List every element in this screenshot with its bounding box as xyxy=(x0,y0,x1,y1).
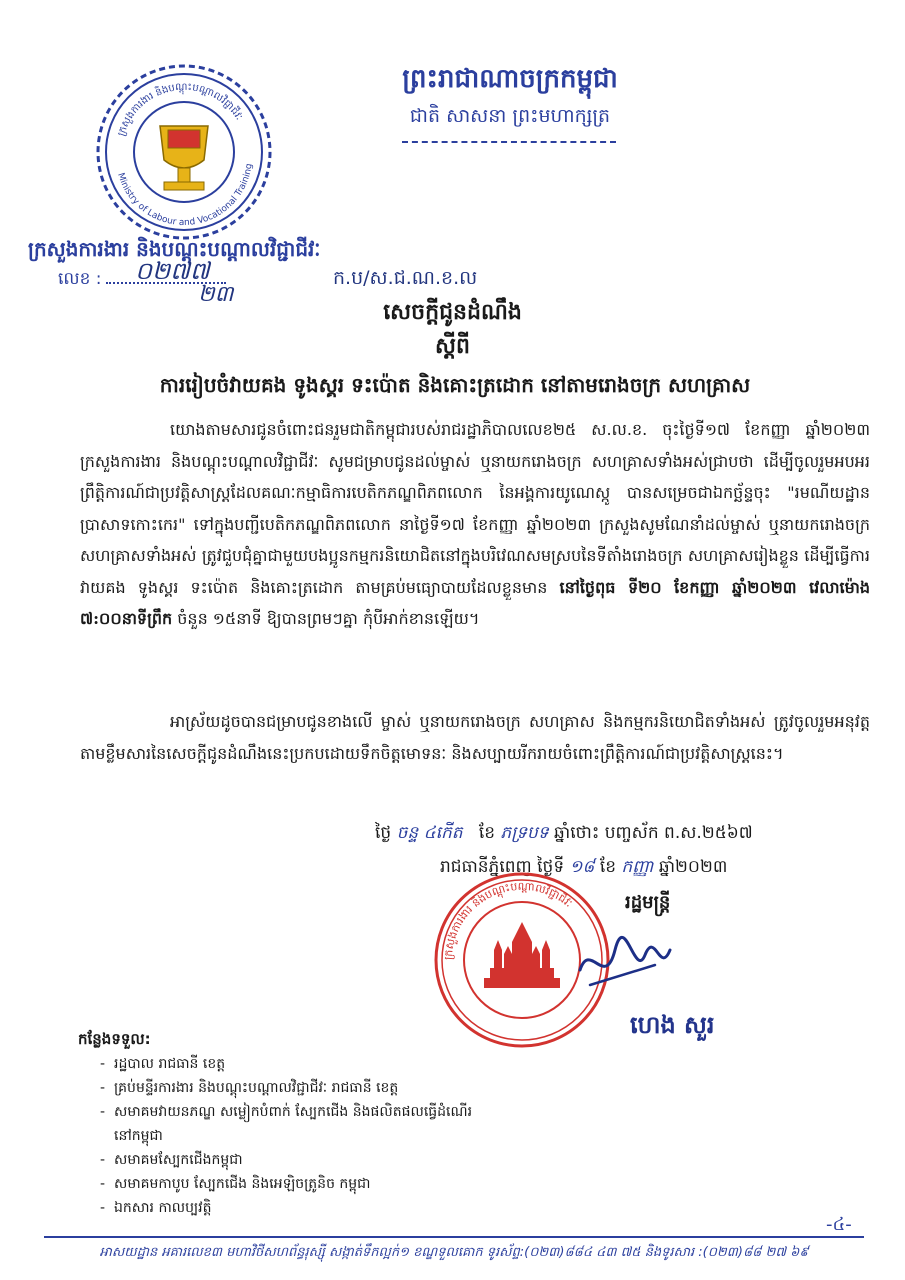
logo-text-khmer: ក្រសួងការងារ និងបណ្តុះបណ្តាលវិជ្ជាជីវៈ xyxy=(116,81,245,138)
body-paragraph-1 xyxy=(80,414,870,635)
recipient-item: - ឯកសារ កាលប្បវត្តិ xyxy=(100,1196,480,1220)
recipients-title: កន្លែងទទួល: xyxy=(78,1030,151,1048)
ministry-logo xyxy=(94,62,274,242)
footer-address: អាសយដ្ឋាន អគារលេខ៣ មហាវិថីសហព័ន្ធរុស្ស៊ី សង្កាត់ទឹកល្អក់១ ខណ្ឌទួលគោក ទូរស័ព្ទ:(០២៣)៨៨៤ ៤៣ ៧៥ និងទូរសារ :(០២៣)៨៨ ២៧ ៦៩ xyxy=(99,1245,809,1260)
notice-title: សេចក្តីជូនដំណឹង xyxy=(383,300,522,325)
footer-divider xyxy=(44,1236,864,1238)
body-paragraph-2: អាស្រ័យដូចបានជម្រាបជូនខាងលើ ម្ចាស់ ឬនាយករោងចក្រ សហគ្រាស និងកម្មករនិយោជិតទាំងអស់ ត្រូវចូលរួមអនុវត្តតាមខ្លឹមសារនៃសេចក្តីជូនដំណឹងនេះប្រកបដោយទឹកចិត្តមោទនៈ និងសប្បាយរីករាយចំពោះព្រឹត្តិការណ៍ជាប្រវត្តិសាស្ត្រនេះ។ xyxy=(80,712,870,763)
solar-month-label: ខែ xyxy=(599,857,617,877)
kingdom-title: ព្រះរាជាណាចក្រកម្ពុជា xyxy=(402,64,618,94)
paragraph-1-end: ចំនួន ១៥នាទី ឱ្យបានព្រមៗគ្នា កុំបីអាក់ខានឡើយ។ xyxy=(177,609,480,628)
lunar-day-handwritten: ចន្ទ ៤កើត xyxy=(396,823,463,843)
ministry-name: ក្រសួងការងារ និងបណ្តុះបណ្តាលវិជ្ជាជីវៈ xyxy=(28,237,321,261)
lunar-prefix: ថ្ងៃ xyxy=(375,823,392,843)
solar-prefix: រាជធានីភ្នំពេញ ថ្ងៃទី xyxy=(440,857,565,877)
lunar-date xyxy=(375,822,753,847)
paragraph-1-text: យោងតាមសារជូនចំពោះជនរួមជាតិកម្ពុជារបស់រាជរដ្ឋាភិបាលលេខ២៥ ស.ល.ខ. ចុះថ្ងៃទី១៧ ខែកញ្ញា ឆ្នាំ២០២៣ ក្រសួងការងារ និងបណ្តុះបណ្តាលវិជ្ជាជីវៈ សូមជម្រាបជូនដល់ម្ចាស់ ឬនាយករោងចក្រ សហគ្រាសទាំងអស់ជ្រាបថា ដើម្បីចូលរួមអបអរព្រឹត្តិការណ៍ជាប្រវត្តិសាស្ត្រដែលគណៈកម្មាធិការបេតិកភណ្ឌពិភពលោក នៃអង្គការយូណេស្កូ បានសម្រេចជាឯកច្ឆ័ន្ទចុះ "រមណីយដ្ឋានប្រាសាទកោះកេរ" ទៅក្នុងបញ្ជីបេតិកភណ្ឌពិភពលោក នាថ្ងៃទី១៧ ខែកញ្ញា ឆ្នាំ២០២៣ ក្រសួងសូមណែនាំដល់ម្ចាស់ ឬនាយករោងចក្រ សហគ្រាសទាំងអស់ ត្រូវជួបជុំគ្នាជាមួយបងប្អូនកម្មករនិយោជិតនៅក្នុងបរិវេណសមស្របនៃទីតាំងរោងចក្រ សហគ្រាសរៀងខ្លួន ដើម្បីធ្វើការវាយគង ទូងស្គរ ទះប៉ោត និងគោះត្រដោក តាមគ្រប់មធ្យោបាយដែលខ្លួនមាន xyxy=(80,420,870,597)
solar-month-handwritten: កញ្ញា xyxy=(621,857,654,877)
logo-text-english: Ministry of Labour and Vocational Training xyxy=(115,162,255,229)
national-motto: ជាតិ សាសនា ព្រះមហាក្សត្រ xyxy=(409,105,611,127)
minister-title: រដ្ឋមន្ត្រី xyxy=(625,892,671,913)
subject-title: ការរៀបចំវាយគង ទូងស្គរ ទះប៉ោត និងគោះត្រដោក នៅតាមរោងចក្រ សហគ្រាស xyxy=(159,373,751,397)
seal-text: ក្រសួងការងារ និងបណ្តុះបណ្តាលវិជ្ជាជីវៈ xyxy=(441,879,575,961)
motto-divider xyxy=(402,141,616,143)
reference-number-handwritten: ០២៧៧ xyxy=(135,257,210,285)
solar-day-handwritten: ១៨ xyxy=(569,857,595,877)
recipient-item: - សមាគមវាយនភណ្ឌ សម្លៀកបំពាក់ ស្បែកជើង និងផលិតផលធ្វើដំណើរនៅកម្ពុជា xyxy=(100,1100,480,1148)
solar-year: ឆ្នាំ២០២៣ xyxy=(658,857,728,877)
lunar-month-label: ខែ xyxy=(478,823,495,843)
reference-suffix: ក.ប/ស.ជ.ណ.ខ.ល xyxy=(333,267,478,289)
lunar-year: ឆ្នាំថោះ បញ្ចស័ក ព.ស.២៥៦៧ xyxy=(554,823,753,843)
recipient-item: - សមាគមកាបូប ស្បែកជើង និងអេឡិចត្រូនិច កម្ពុជា xyxy=(100,1172,480,1196)
paragraph-1-datetime: នៅថ្ងៃពុធ ទី២០ ខែកញ្ញា ឆ្នាំ២០២៣ វេលាម៉ោង ៧:០០នាទីព្រឹក xyxy=(80,577,871,628)
recipient-item: - គ្រប់មន្ទីរការងារ និងបណ្តុះបណ្តាលវិជ្ជាជីវៈ រាជធានី ខេត្ត xyxy=(100,1076,480,1100)
signatory-name: ហេង សួរ xyxy=(630,1011,715,1039)
recipient-item: - រដ្ឋបាល រាជធានី ខេត្ត xyxy=(100,1052,480,1076)
signature xyxy=(560,930,680,1000)
reference-label: លេខ : xyxy=(58,269,102,289)
recipient-item: - សមាគមស្បែកជើងកម្ពុជា xyxy=(100,1148,480,1172)
recipients-list xyxy=(100,1052,480,1220)
page-number: -៤- xyxy=(826,1214,852,1235)
reference-year-handwritten: ២៣ xyxy=(198,282,234,307)
lunar-month-handwritten: ភទ្របទ xyxy=(500,823,549,843)
about-title: ស្តីពី xyxy=(435,334,470,359)
